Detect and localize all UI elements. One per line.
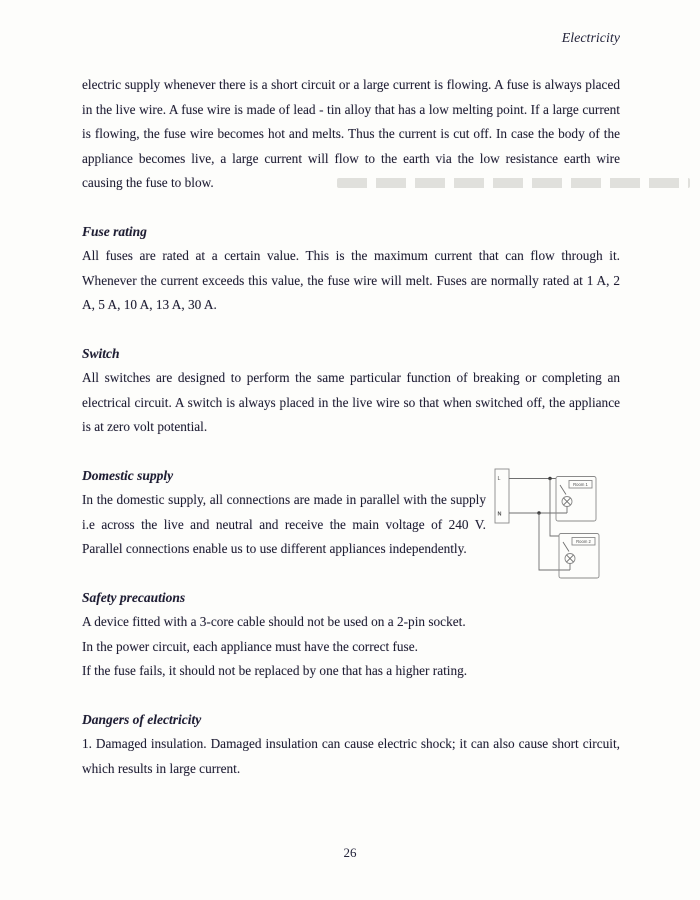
live-branch-wire bbox=[550, 478, 559, 536]
room1-label: Room 1 bbox=[573, 481, 588, 487]
fuse-rating-heading: Fuse rating bbox=[82, 223, 147, 239]
safety-line: If the fuse fails, it should not be replaced by one that has a higher rating. bbox=[82, 663, 468, 678]
room1-lamp-cross bbox=[564, 498, 571, 505]
section-safety-precautions bbox=[82, 586, 620, 684]
room2-label: Room 2 bbox=[576, 538, 591, 544]
section-fuse-rating bbox=[82, 220, 620, 318]
parallel-circuit-diagram bbox=[490, 460, 642, 585]
switch-heading: Switch bbox=[82, 345, 120, 361]
room1-switch bbox=[560, 485, 566, 495]
section-switch bbox=[82, 342, 620, 440]
live-terminal-label: L bbox=[497, 475, 501, 482]
running-header: Electricity bbox=[561, 31, 620, 46]
page-number: 26 bbox=[343, 845, 357, 860]
safety-precautions-heading: Safety precautions bbox=[82, 589, 186, 605]
safety-line: In the power circuit, each appliance must have the correct fuse. bbox=[82, 638, 418, 654]
neutral-terminal-label: N bbox=[497, 511, 502, 517]
dangers-heading: Dangers of electricity bbox=[82, 711, 202, 727]
section-domestic-supply bbox=[82, 464, 620, 562]
domestic-supply-heading: Domestic supply bbox=[82, 467, 174, 483]
fuse-rating-paragraph: All fuses are rated at a certain value. This is the maximum current that can flow through it. Whenever the current exceeds this value, the fuse wire will melt. Fuses are normally rated at 1 A, 2 A, 5 A, 10 A, 13 A, 30 A. bbox=[82, 248, 620, 312]
domestic-supply-paragraph: In the domestic supply, all connections are made in parallel with the supply i.e across the live and neutral and receive the main voltage of 240 V. Parallel connections enable us to use different appliances independently. bbox=[82, 492, 486, 556]
room2-lamp-cross bbox=[567, 555, 574, 562]
neutral-branch-wire bbox=[539, 513, 570, 570]
room2-switch bbox=[563, 542, 569, 552]
switch-paragraph: All switches are designed to perform the same particular function of breaking or completing an electrical circuit. A switch is always placed in the live wire so that when switched off, the appliance is at zero volt potential. bbox=[82, 370, 620, 434]
dangers-paragraph: 1. Damaged insulation. Damaged insulation can cause electric shock; it can also cause short circuit, which results in large current. bbox=[82, 736, 620, 776]
intro-paragraph: electric supply whenever there is a short circuit or a large current is flowing. A fuse is always placed in the live wire. A fuse wire is made of lead - tin alloy that has a low melting point. If a large current is flowing, the fuse wire becomes hot and melts. Thus the current is cut off. In case the body of the appliance becomes live, a large current will flow to the earth via the low resistance earth wire causing the fuse to blow. bbox=[82, 77, 620, 190]
section-dangers bbox=[82, 708, 620, 782]
safety-line: A device fitted with a 3-core cable should not be used on a 2-pin socket. bbox=[82, 614, 466, 629]
scan-artifact-band bbox=[337, 178, 690, 188]
